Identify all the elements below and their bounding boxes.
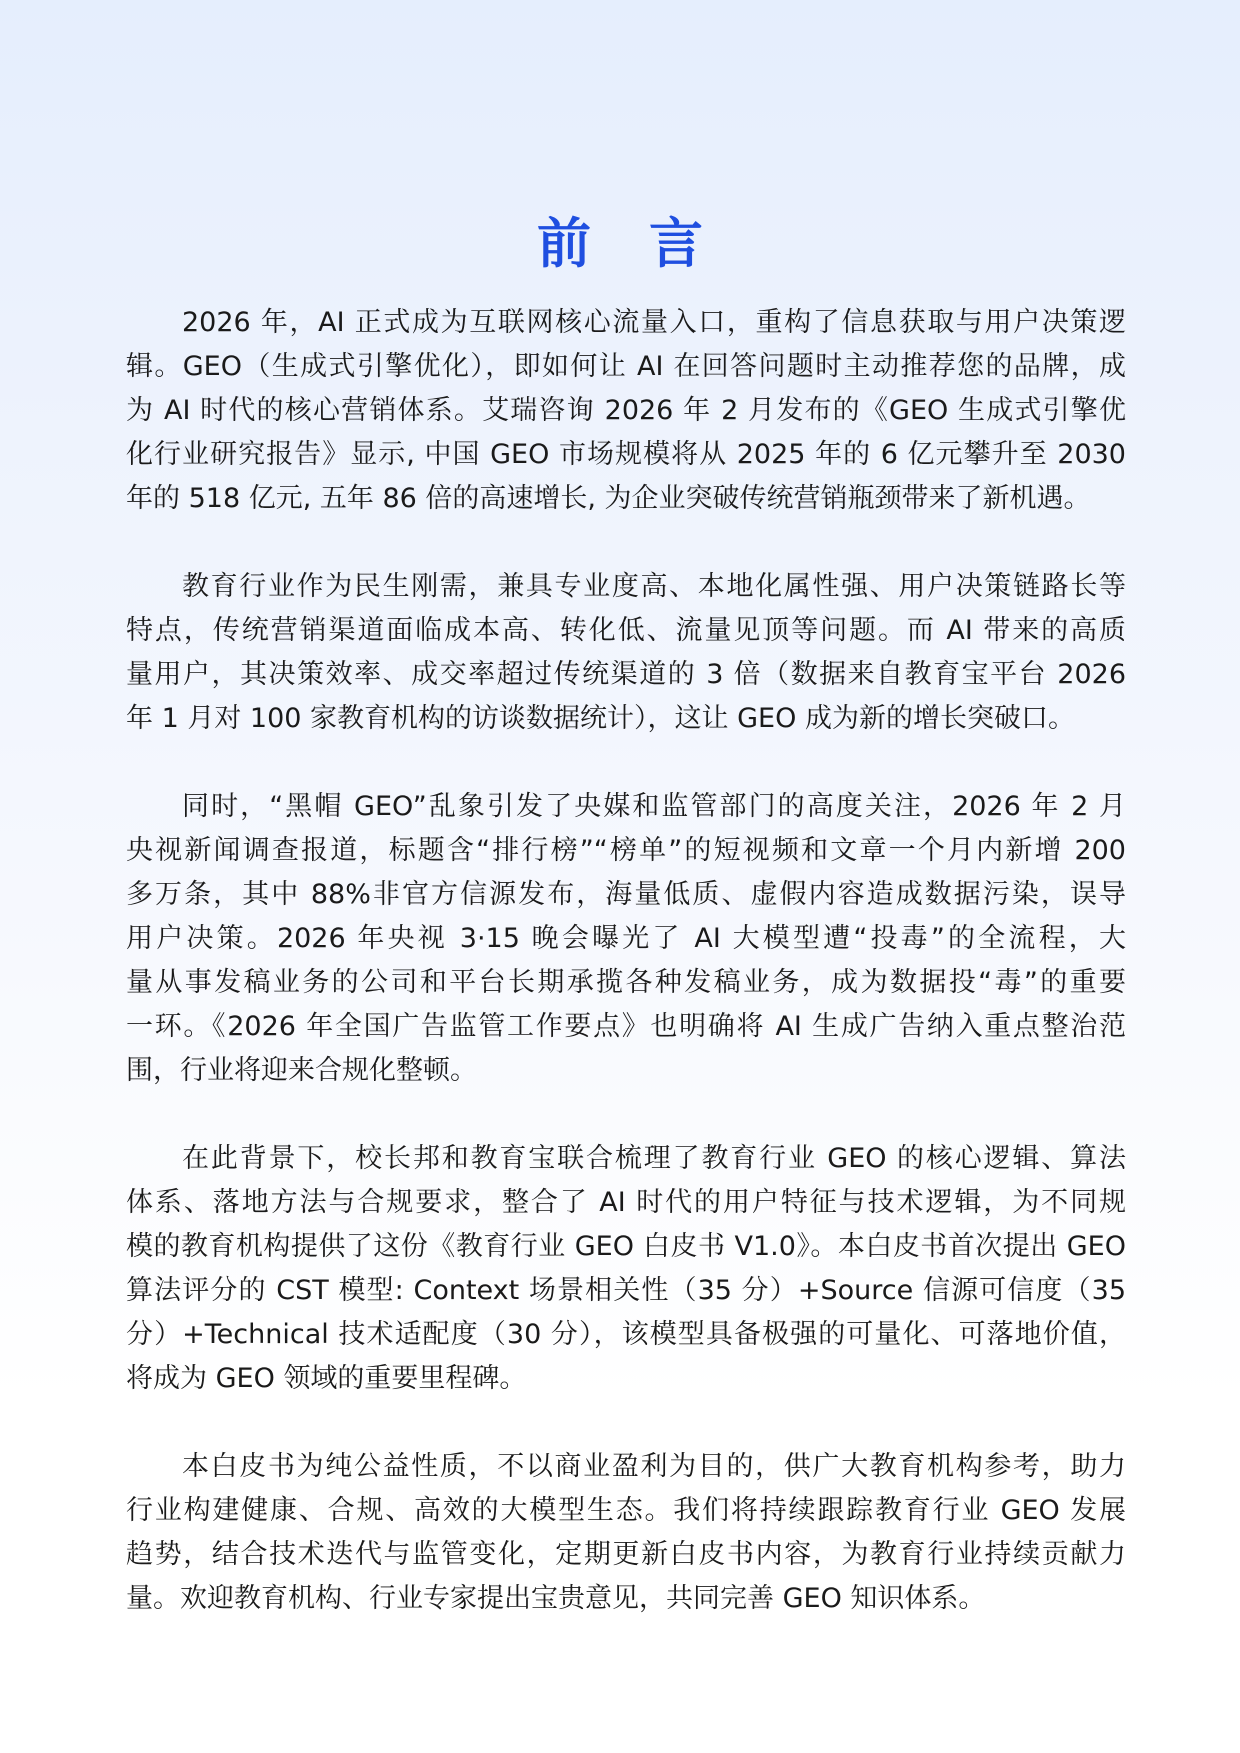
paragraph-line: 本白皮书为纯公益性质，不以商业盈利为目的，供广大教育机构参考，助力 [182,1451,1126,1482]
paragraph-line: 量。欢迎教育机构、行业专家提出宝贵意见，共同完善 GEO 知识体系。 [126,1583,986,1614]
paragraph-line: 为 AI 时代的核心营销体系。艾瑞咨询 2026 年 2 月发布的《GEO 生成式引擎优 [126,395,1126,426]
preface-body [126,301,1126,1665]
paragraph-line: 体系、落地方法与合规要求，整合了 AI 时代的用户特征与技术逻辑，为不同规 [126,1187,1126,1218]
paragraph-line: 年的 518 亿元, 五年 86 倍的高速增长, 为企业突破传统营销瓶颈带来了新机遇。 [126,483,1091,514]
paragraph-line: 央视新闻调查报道，标题含“排行榜”“榜单”的短视频和文章一个月内新增 200 [126,835,1126,866]
paragraph-line: 将成为 GEO 领域的重要里程碑。 [126,1363,527,1394]
paragraph-line: 行业构建健康、合规、高效的大模型生态。我们将持续跟踪教育行业 GEO 发展 [126,1495,1126,1526]
paragraph-line: 教育行业作为民生刚需，兼具专业度高、本地化属性强、用户决策链路长等 [182,571,1126,602]
paragraph [126,785,1126,1093]
paragraph-line: 一环。《2026 年全国广告监管工作要点》也明确将 AI 生成广告纳入重点整治范 [126,1011,1126,1042]
paragraph-line: 围，行业将迎来合规化整顿。 [126,1055,477,1086]
paragraph-line: 模的教育机构提供了这份《教育行业 GEO 白皮书 V1.0》。本白皮书首次提出 GEO [126,1231,1126,1262]
paragraph-line: 化行业研究报告》显示, 中国 GEO 市场规模将从 2025 年的 6 亿元攀升至 2030 [126,439,1126,470]
paragraph-line: 用户决策。2026 年央视 3·15 晚会曝光了 AI 大模型遭“投毒”的全流程，大 [126,923,1126,954]
page-title: 前言 [537,212,761,276]
paragraph [126,301,1126,521]
paragraph [126,1445,1126,1621]
paragraph-line: 多万条，其中 88%非官方信源发布，海量低质、虚假内容造成数据污染，误导 [126,879,1126,910]
paragraph-line: 同时，“黑帽 GEO”乱象引发了央媒和监管部门的高度关注，2026 年 2 月 [182,791,1126,822]
paragraph-line: 量用户，其决策效率、成交率超过传统渠道的 3 倍（数据来自教育宝平台 2026 [126,659,1126,690]
paragraph [126,565,1126,741]
paragraph-line: 分）+Technical 技术适配度（30 分），该模型具备极强的可量化、可落地价值， [126,1319,1126,1350]
paragraph-line: 2026 年，AI 正式成为互联网核心流量入口，重构了信息获取与用户决策逻 [182,307,1126,338]
paragraph-line: 趋势，结合技术迭代与监管变化，定期更新白皮书内容，为教育行业持续贡献力 [126,1539,1126,1570]
paragraph-line: 特点，传统营销渠道面临成本高、转化低、流量见顶等问题。而 AI 带来的高质 [126,615,1126,646]
paragraph-line: 年 1 月对 100 家教育机构的访谈数据统计），这让 GEO 成为新的增长突破口。 [126,703,1075,734]
paragraph-line: 在此背景下，校长邦和教育宝联合梳理了教育行业 GEO 的核心逻辑、算法 [182,1143,1126,1174]
paragraph [126,1137,1126,1401]
paragraph-line: 算法评分的 CST 模型: Context 场景相关性（35 分）+Source 信源可信度（35 [126,1275,1126,1306]
paragraph-line: 辑。GEO（生成式引擎优化），即如何让 AI 在回答问题时主动推荐您的品牌，成 [126,351,1126,382]
paragraph-line: 量从事发稿业务的公司和平台长期承揽各种发稿业务，成为数据投“毒”的重要 [126,967,1126,998]
